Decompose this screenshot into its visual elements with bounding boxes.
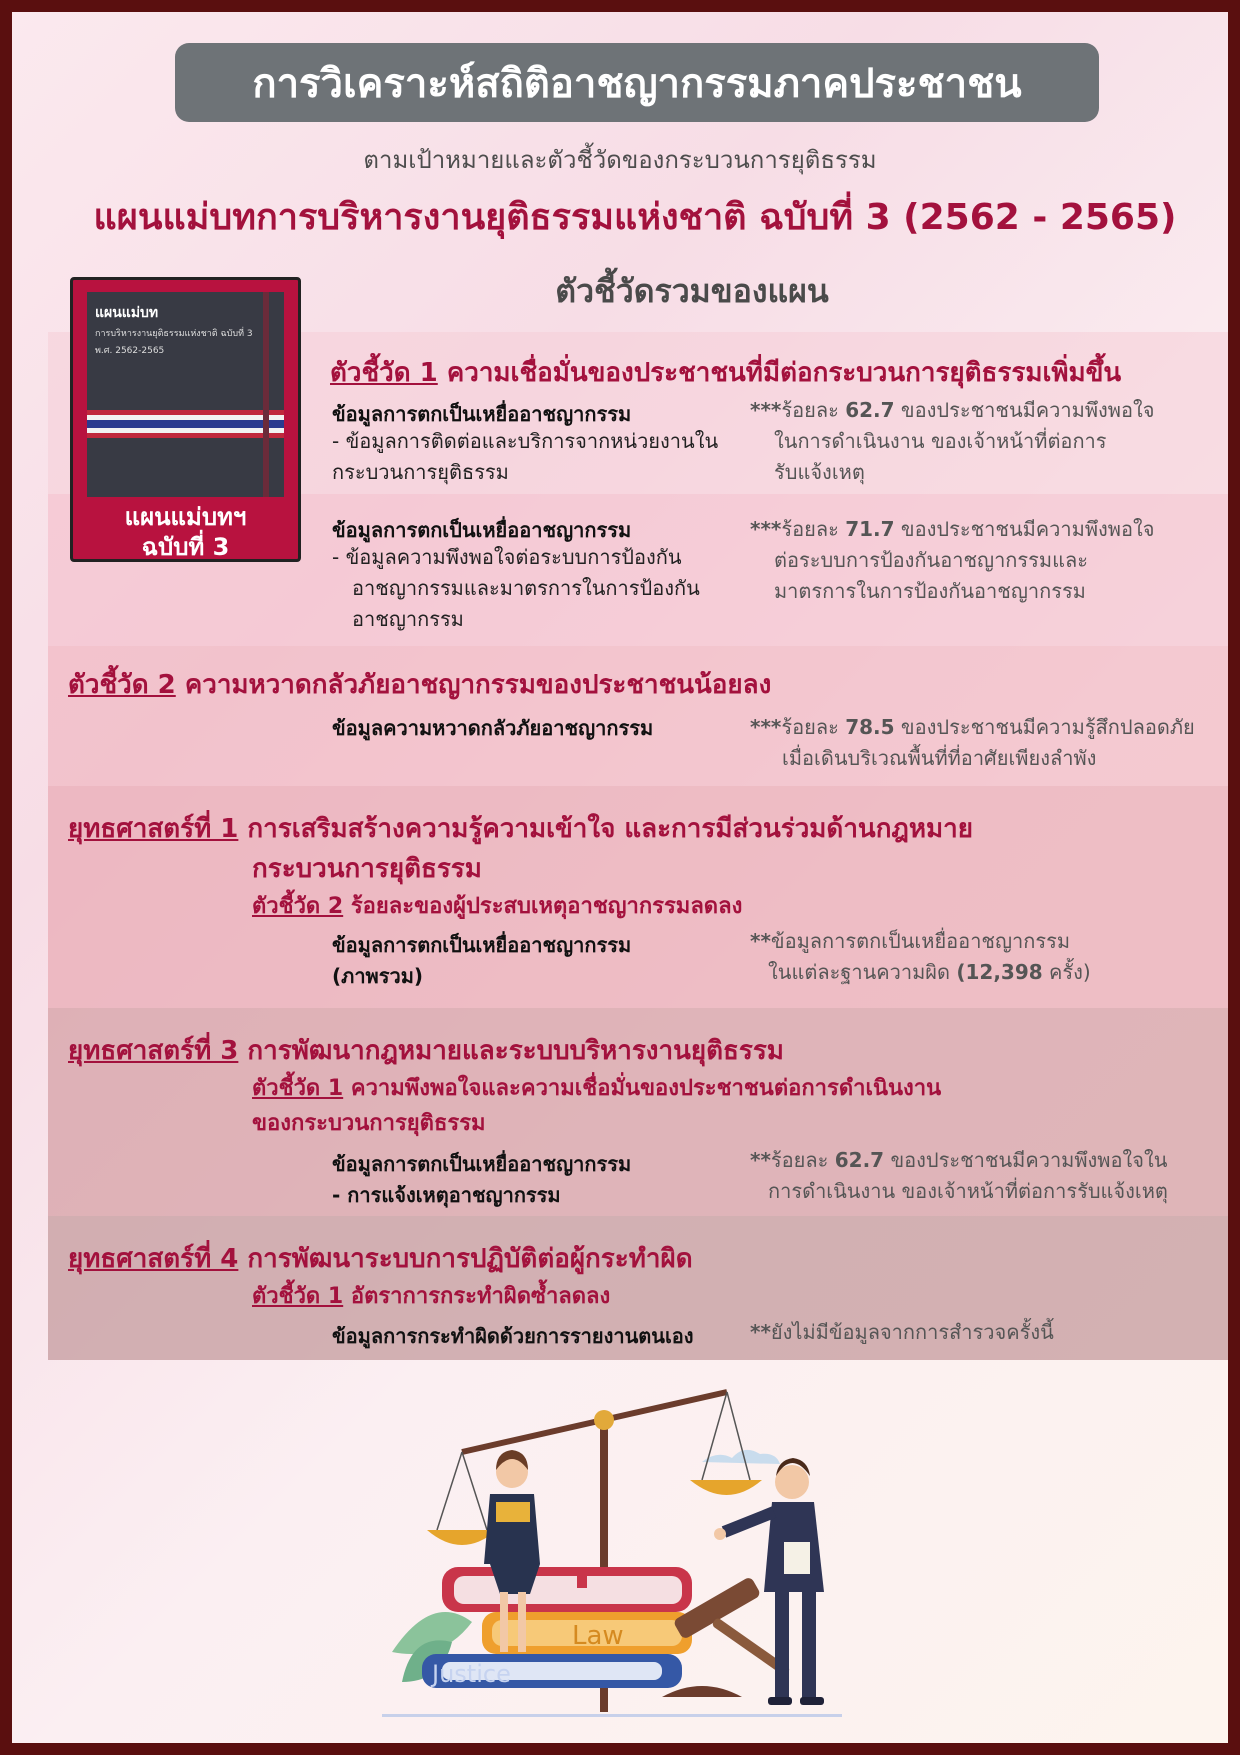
result-value: 71.7 <box>845 517 895 541</box>
document-icon <box>784 1542 810 1574</box>
strategy-1-indicator-prefix: ตัวชี้วัด 2 <box>252 894 344 919</box>
indicator-1-row-1-result-more-2: รับแจ้งเหตุ <box>774 460 865 484</box>
strategy-1-result-1: **ข้อมูลการตกเป็นเหยื่ออาชญากรรม <box>750 929 1071 953</box>
page-title-text: การวิเคราะห์สถิติอาชญากรรมภาคประชาชน <box>252 60 1022 107</box>
plan-indicator-1-prefix: ตัวชี้วัด 1 <box>330 358 438 388</box>
scale-knob <box>594 1410 614 1430</box>
strategy-4-label: ข้อมูลการกระทำผิดด้วยการรายงานตนเอง <box>332 1324 694 1348</box>
strategy-1-indicator <box>252 888 742 923</box>
strategy-1-indicator-text: ร้อยละของผู้ประสบเหตุอาชญากรรมลดลง <box>350 894 743 919</box>
indicator-1-row-2-result-more-1: ต่อระบบการป้องกันอาชญากรรมและ <box>774 548 1088 572</box>
scale-pan-right <box>690 1480 762 1495</box>
indicator-1-row-1-label: ข้อมูลการตกเป็นเหยื่ออาชญากรรม <box>332 402 632 426</box>
book-label-line2: ฉบับที่ 3 <box>141 533 230 561</box>
plan-indicator-2-heading <box>68 664 771 705</box>
strategy-3-result-more: การดำเนินงาน ของเจ้าหน้าที่ต่อการรับแจ้งเหตุ <box>768 1179 1168 1203</box>
thai-flag-ribbon <box>87 410 284 438</box>
book-cover-art <box>87 292 284 497</box>
plan-book-cover <box>70 277 301 562</box>
section-title: ตัวชี้วัดรวมของแผน <box>555 272 829 310</box>
indicator-1-row-1-detail-2: กระบวนการยุติธรรม <box>332 460 509 484</box>
strategy-3-text: การพัฒนากฎหมายและระบบบริหารงานยุติธรรม <box>247 1036 784 1066</box>
strategy-4-indicator-text: อัตราการกระทำผิดซ้ำลดลง <box>350 1284 611 1309</box>
plan-indicator-1-text: ความเชื่อมั่นของประชาชนที่มีต่อกระบวนการยุติธรรมเพิ่มขึ้น <box>446 358 1122 388</box>
book-spine <box>263 292 269 497</box>
strategy-4-heading <box>68 1238 693 1279</box>
strategy-3-heading <box>68 1030 784 1071</box>
book-label-line1: แผนแม่บทฯ <box>124 503 247 531</box>
indicator-1-row-2-result-more-2: มาตรการในการป้องกันอาชญากรรม <box>774 579 1086 603</box>
book-cover-line3: พ.ศ. 2562-2565 <box>95 346 165 356</box>
indicator-1-row-1-result: ***ร้อยละ 62.7 ของประชาชนมีความพึงพอใจ <box>750 398 1155 422</box>
result-value: (12,398 <box>956 960 1043 984</box>
result-value: 62.7 <box>845 398 895 422</box>
indicator-1-row-2-result: ***ร้อยละ 71.7 ของประชาชนมีความพึงพอใจ <box>750 517 1155 541</box>
infographic-page <box>12 12 1228 1743</box>
strategy-3-result: **ร้อยละ 62.7 ของประชาชนมีความพึงพอใจใน <box>750 1148 1168 1172</box>
result-value: 78.5 <box>845 715 895 739</box>
plan-indicator-1-heading <box>330 352 1121 393</box>
subtitle: ตามเป้าหมายและตัวชี้วัดของกระบวนการยุติธรรม <box>363 146 877 174</box>
book-label <box>73 502 298 562</box>
strategy-3-indicator-text-2: ของกระบวนการยุติธรรม <box>252 1111 486 1136</box>
justice-illustration <box>372 1352 952 1732</box>
strategy-1-heading <box>68 808 973 849</box>
book-justice-label: Justice <box>432 1660 511 1688</box>
strategy-1-label: ข้อมูลการตกเป็นเหยื่ออาชญากรรม <box>332 933 632 957</box>
indicator-1-row-1-result-more-1: ในการดำเนินงาน ของเจ้าหน้าที่ต่อการ <box>774 429 1107 453</box>
strategy-1-text: การเสริมสร้างความรู้ความเข้าใจ และการมีส่วนร่วมด้านกฎหมาย <box>247 814 973 844</box>
indicator-1-row-1-detail-1: - ข้อมูลการติดต่อและบริการจากหน่วยงานใน <box>332 429 719 453</box>
plan-title: แผนแม่บทการบริหารงานยุติธรรมแห่งชาติ ฉบับที่ 3 (2562 - 2565) <box>93 197 1177 238</box>
strategy-3-label-2: - การแจ้งเหตุอาชญากรรม <box>332 1183 561 1207</box>
page-title <box>175 43 1099 122</box>
strategy-1-label-2: (ภาพรวม) <box>332 964 424 988</box>
indicator-1-row-2-detail-1: - ข้อมูลความพึงพอใจต่อระบบการป้องกัน <box>332 545 682 569</box>
indicator-1-row-2-detail-3: อาชญากรรม <box>352 607 464 631</box>
book-cover-line2: การบริหารงานยุติธรรมแห่งชาติ ฉบับที่ 3 <box>95 329 253 339</box>
book-law-label: Law <box>572 1621 624 1651</box>
strategy-4-text: การพัฒนาระบบการปฏิบัติต่อผู้กระทำผิด <box>247 1244 693 1274</box>
result-value: 62.7 <box>834 1148 885 1172</box>
cloud-icon <box>702 1450 780 1464</box>
strategy-4-result: **ยังไม่มีข้อมูลจากการสำรวจครั้งนี้ <box>750 1320 1054 1344</box>
strategy-3-indicator-prefix: ตัวชี้วัด 1 <box>252 1076 344 1101</box>
plan-indicator-2-prefix: ตัวชี้วัด 2 <box>68 670 176 700</box>
strategy-3-prefix: ยุทธศาสตร์ที่ 3 <box>68 1036 239 1066</box>
indicator-1-row-2-label: ข้อมูลการตกเป็นเหยื่ออาชญากรรม <box>332 518 632 542</box>
strategy-4-indicator <box>252 1278 610 1313</box>
strategy-3-label: ข้อมูลการตกเป็นเหยื่ออาชญากรรม <box>332 1152 632 1176</box>
ground-line <box>382 1714 842 1717</box>
strategy-3-indicator <box>252 1070 941 1105</box>
indicator-1-row-2-detail-2: อาชญากรรมและมาตรการในการป้องกัน <box>352 576 700 600</box>
strategy-1-text-2: กระบวนการยุติธรรม <box>252 854 482 884</box>
indicator-2-label: ข้อมูลความหวาดกลัวภัยอาชญากรรม <box>332 716 654 740</box>
strategy-3-indicator-text: ความพึงพอใจและความเชื่อมั่นของประชาชนต่อการดำเนินงาน <box>350 1076 942 1101</box>
strategy-1-prefix: ยุทธศาสตร์ที่ 1 <box>68 814 239 844</box>
strategy-4-indicator-prefix: ตัวชี้วัด 1 <box>252 1284 344 1309</box>
strategy-4-prefix: ยุทธศาสตร์ที่ 4 <box>68 1244 239 1274</box>
book-cover-title: แผนแม่บท <box>95 305 159 321</box>
indicator-2-result-more: เมื่อเดินบริเวณพื้นที่ที่อาศัยเพียงลำพัง <box>782 746 1097 770</box>
indicator-2-result: ***ร้อยละ 78.5 ของประชาชนมีความรู้สึกปลอดภัย <box>750 715 1195 739</box>
open-book-icon <box>496 1502 530 1522</box>
plan-indicator-2-text: ความหวาดกลัวภัยอาชญากรรมของประชาชนน้อยลง <box>184 670 772 700</box>
strategy-1-result-2: ในแต่ละฐานความผิด (12,398 ครั้ง) <box>768 960 1091 984</box>
